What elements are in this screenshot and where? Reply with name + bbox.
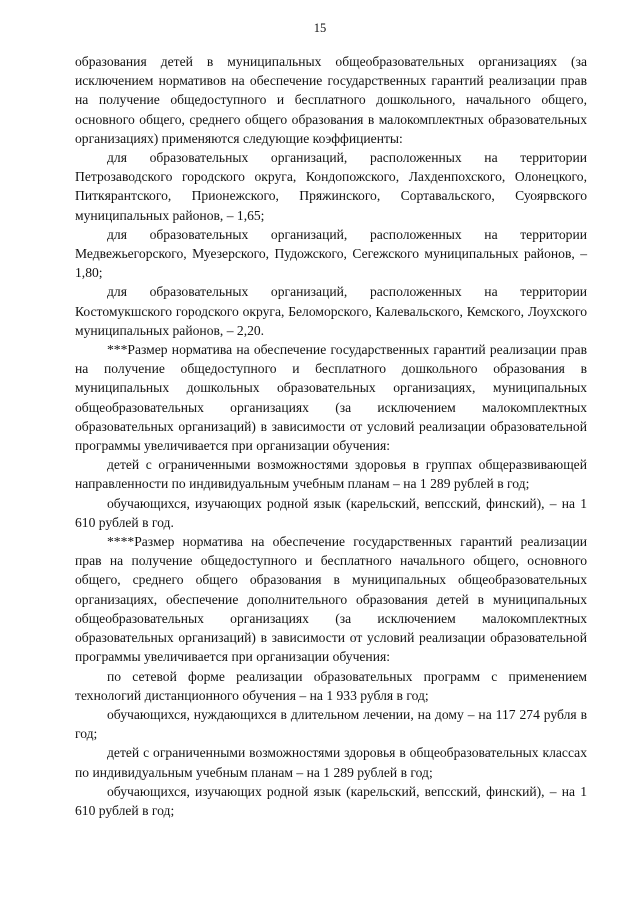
paragraph-coefficient-1-80: для образовательных организаций, расположенных на территории Медвежьегорского, Муезерского, Пудожского, Сегежского муниципальных районов, – 1,80; — [75, 226, 587, 281]
paragraph-general-disabilities: детей с ограниченными возможностями здоровья в общеобразовательных классах по индивидуальным учебным планам – на 1 289 рублей в год; — [75, 745, 587, 780]
paragraph-intro-continuation: образования детей в муниципальных общеобразовательных организациях (за исключением нормативов на обеспечение государственных гарантий реализации прав на получение общедоступного и бесплатного дошкольного, начального общего, основного общего, среднего общего образования в малокомплектных образовательных организациях) применяются следующие коэффициенты: — [75, 54, 587, 146]
paragraph-coefficient-1-65: для образовательных организаций, расположенных на территории Петрозаводского городского округа, Кондопожского, Лахденпохского, Олонецкого, Питкярантского, Прионежского, Пряжинского, Сортавальского, Суоярвского муниципальных районов, – 1,65; — [75, 150, 587, 223]
paragraph-footnote-preschool: ***Размер норматива на обеспечение государственных гарантий реализации прав на получение общедоступного и бесплатного дошкольного образования в муниципальных дошкольных образовательных организациях, муниципальных общеобразовательных организациях (за исключением малокомплектных образовательных организаций) в зависимости от условий реализации образовательной программы увеличивается при организации обучения: — [75, 342, 587, 454]
paragraph-preschool-disabilities: детей с ограниченными возможностями здоровья в группах общеразвивающей направленности по индивидуальным учебным планам – на 1 289 рублей в год; — [75, 457, 587, 492]
paragraph-general-native-language: обучающихся, изучающих родной язык (карельский, вепсский, финский), – на 1 610 рублей в год; — [75, 783, 587, 818]
paragraph-general-network-form: по сетевой форме реализации образовательных программ с применением технологий дистанционного обучения – на 1 933 рубля в год; — [75, 668, 587, 703]
paragraph-preschool-native-language: обучающихся, изучающих родной язык (карельский, вепсский, финский), – на 1 610 рублей в год. — [75, 495, 587, 530]
page-number: 15 — [313, 21, 327, 35]
paragraph-coefficient-2-20: для образовательных организаций, расположенных на территории Костомукшского городского округа, Беломорского, Калевальского, Кемского, Лоухского муниципальных районов, – 2,20. — [75, 284, 587, 338]
paragraph-general-home-treatment: обучающихся, нуждающихся в длительном лечении, на дому – на 117 274 рубля в год; — [75, 706, 587, 742]
document-body — [75, 52, 587, 820]
paragraph-footnote-general: ****Размер норматива на обеспечение государственных гарантий реализации прав на получение общедоступного и бесплатного начального общего, основного общего, среднего общего образования в муниципальных общеобразовательных организациях, обеспечение дополнительного образования детей в муниципальных общеобразовательных организациях (за исключением малокомплектных образовательных организаций) в зависимости от условий реализации образовательной программы увеличивается при организации обучения: — [75, 534, 587, 665]
